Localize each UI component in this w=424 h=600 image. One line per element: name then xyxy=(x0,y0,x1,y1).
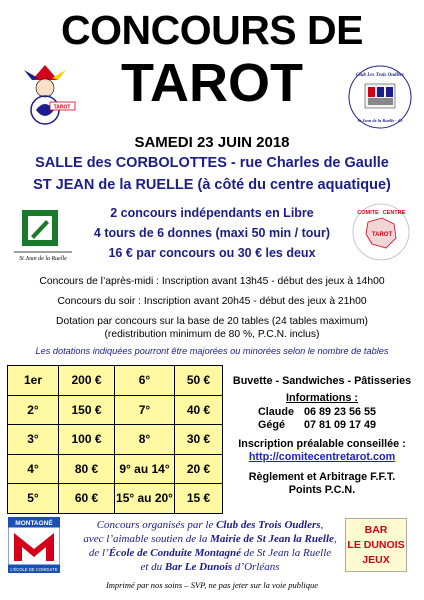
comite-logo-text2: CENTRE xyxy=(382,210,406,216)
title-line2: TAROT xyxy=(121,53,303,113)
bar-le-dunois-sign xyxy=(345,518,407,572)
prize-row xyxy=(8,395,223,425)
footer-line xyxy=(45,560,375,574)
contact-name: Claude xyxy=(258,406,294,418)
format-line2: 4 tours de 6 donnes (maxi 50 min / tour) xyxy=(93,226,331,240)
prize-rank: 9° au 14° xyxy=(115,454,175,484)
footer-text: , xyxy=(333,533,337,545)
footer-ecole: École de Conduite Montagné xyxy=(108,547,242,559)
montagne-logo-tagline: L'ÉCOLE DE CONDUITE xyxy=(10,567,58,572)
footer-line xyxy=(45,546,375,560)
prize-rank: 8° xyxy=(115,425,175,455)
prize-table xyxy=(7,365,223,514)
services: Buvette - Sandwiches - Pâtisseries xyxy=(232,375,412,387)
prize-rank: 3° xyxy=(8,425,59,455)
footer-line xyxy=(45,518,375,532)
club-badge-name: Club Les Trois Oudlers xyxy=(355,73,405,78)
inscription-label: Inscription préalable conseillée : xyxy=(238,438,406,450)
venue-line2: ST JEAN de la RUELLE (à côté du centre aquatique) xyxy=(33,177,391,193)
format-line3: 16 € par concours ou 30 € les deux xyxy=(108,246,316,260)
footer-text: Concours organisés par le xyxy=(96,519,217,531)
contact-row xyxy=(258,419,418,432)
prize-rank: 1er xyxy=(8,366,59,396)
schedule-afternoon: Concours de l’après-midi : Inscription avant 13h45 - début des jeux à 14h00 xyxy=(39,276,385,287)
schedule-evening: Concours du soir : Inscription avant 20h45 - début des jeux à 21h00 xyxy=(57,296,367,307)
dotation-line1: Dotation par concours sur la base de 20 tables (24 tables maximum) xyxy=(56,316,368,327)
footer-credits xyxy=(45,518,375,574)
ville-logo-text: St Jean de la Ruelle xyxy=(19,256,67,262)
prize-amount: 150 € xyxy=(59,395,115,425)
footer-text: et du xyxy=(140,561,165,573)
footer-text: , xyxy=(320,519,324,531)
footer-text: de l’ xyxy=(88,547,109,559)
event-date: SAMEDI 23 JUIN 2018 xyxy=(134,134,290,151)
format-line1: 2 concours indépendants en Libre xyxy=(110,206,314,220)
footer-text: d’Orléans xyxy=(232,561,280,573)
jester-logo xyxy=(10,60,80,130)
contact-name: Gégé xyxy=(258,419,286,431)
prize-row xyxy=(8,484,223,514)
prize-rank: 15° au 20° xyxy=(115,484,175,514)
prize-row xyxy=(8,425,223,455)
footer-line xyxy=(45,532,375,546)
dotation-line2: (redistribution minimum de 80 %, P.C.N. inclus) xyxy=(104,329,320,340)
club-badge xyxy=(340,62,420,132)
website-link[interactable]: http://comitecentretarot.com xyxy=(248,451,396,463)
prize-amount: 50 € xyxy=(175,366,223,396)
prize-rank: 6° xyxy=(115,366,175,396)
prize-rank: 4° xyxy=(8,454,59,484)
footer-mairie: Mairie de St Jean la Ruelle xyxy=(210,533,334,545)
footer-club: Club des Trois Oudlers xyxy=(216,519,321,531)
prize-amount: 30 € xyxy=(175,425,223,455)
prize-amount: 40 € xyxy=(175,395,223,425)
prize-amount: 20 € xyxy=(175,454,223,484)
prize-row xyxy=(8,454,223,484)
prize-row xyxy=(8,366,223,396)
rules-line1: Règlement et Arbitrage F.F.T. xyxy=(248,471,396,483)
footer-bar: Bar Le Dunois xyxy=(164,561,233,573)
footnote: Imprimé par nos soins – SVP, ne pas jeter sur la voie publique xyxy=(105,580,319,590)
bar-sign-line3: JEUX xyxy=(362,554,390,566)
footer-text: de St Jean la Ruelle xyxy=(241,547,332,559)
rules-line2: Points P.C.N. xyxy=(288,484,356,496)
prize-rank: 5° xyxy=(8,484,59,514)
comite-logo-text1: COMITE xyxy=(357,210,379,216)
federation-logo-text: TAROT xyxy=(53,104,71,111)
contact-list xyxy=(258,406,418,432)
club-badge-town: St Jean de la Ruelle - 45 xyxy=(357,118,403,123)
venue-line1: SALLE des CORBOLOTTES - rue Charles de Gaulle xyxy=(35,155,389,171)
dotation-note: Les dotations indiquées pourront être majorées ou minorées selon le nombre de tables xyxy=(35,346,389,356)
prize-amount: 200 € xyxy=(59,366,115,396)
bar-sign-line2: LE DUNOIS xyxy=(347,539,405,551)
prize-amount: 100 € xyxy=(59,425,115,455)
title-line1: CONCOURS DE xyxy=(60,7,364,53)
comite-logo-text3: TAROT xyxy=(371,232,393,238)
prize-rank: 2° xyxy=(8,395,59,425)
contact-row xyxy=(258,406,418,419)
footer-text: avec l’aimable soutien de la xyxy=(83,533,211,545)
info-heading: Informations : xyxy=(286,392,358,404)
contact-phone: 07 81 09 17 49 xyxy=(304,419,377,431)
prize-amount: 60 € xyxy=(59,484,115,514)
prize-amount: 15 € xyxy=(175,484,223,514)
prize-amount: 80 € xyxy=(59,454,115,484)
bar-sign-line1: BAR xyxy=(364,524,388,536)
montagne-logo-name: MONTAGNÉ xyxy=(15,520,53,527)
contact-phone: 06 89 23 56 55 xyxy=(304,406,377,418)
prize-rank: 7° xyxy=(115,395,175,425)
